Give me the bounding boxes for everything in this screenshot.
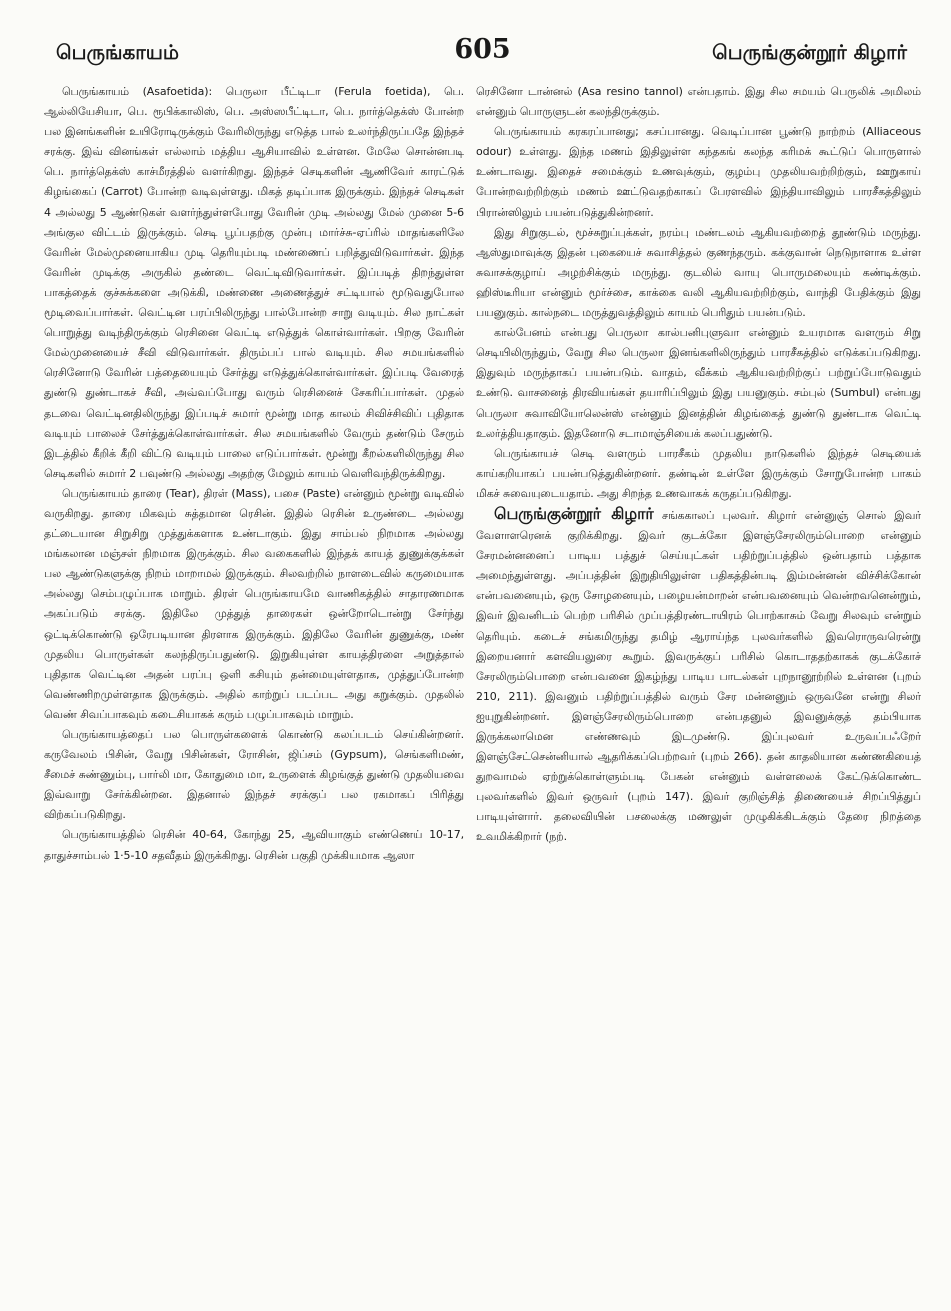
paragraph: இது சிறுகுடல், மூச்சுறுப்புக்கள், நரம்பு மண்டலம் ஆகியவற்றைத் தூண்டும் மருந்து. ஆஸ்துமாவுக்கு இதன் புகையைச் சுவாசித்தல் குணந்தரும். கக்குவான் நெடுநாளாக உள்ள சுவாசக்குழாய் அழற்சிக்கும் மருந்து. குடலில் வாயு பொருமலையும் கண்டிக்கும். ஹிஸ்டீரியா என்னும் மூர்ச்சை, காக்கை வலி ஆகியவற்றிற்கும், வாந்தி பேதிக்கும் இது பயனுகும். கால்நடை மருத்துவத்திலும் காயம் பெரிதும் பயன்படும். <box>476 225 921 320</box>
paragraph: பெருங்காயம் தாரை (Tear), திரள் (Mass), பசை (Paste) என்னும் மூன்று வடிவில் வருகிறது. தாரை மிகவும் சுத்தமான ரெசின். இதில் ரெசின் உருண்டை அல்லது தட்டையான சிறுசிறு முத்துக்களாக உண்டாகும். இது சாம்பல் நிறமாக அல்லது மங்கலான மஞ்சள் நிறமாக இருக்கும். சில வகைகளில் இந்தக் காயத் துணுக்குக்கள் பல ஆண்டுகளுக்கு நிறம் மாறாமல் இருக்கும். சிலவற்றில் நாளடைவில் கருமையாக அல்லது செம்பழுப்பாக மாறும். திரள் பெருங்காயமே வாணிகத்தில் சாதாரணமாக அகப்படும் சரக்கு. இதிலே முத்துத் தாரைகள் ஒன்றோடொன்று சேர்ந்து ஒட்டிக்கொண்டு ஒரேபடியான திரளாக இருக்கும். இதிலே வேரின் துணுக்கு, மண் முதலிய பொருள்கள் கலந்திருப்பதுண்டு. இறுகியுள்ள காயத்திரளை அறுத்தால் புதிதாக வெட்டின அதன் பரப்பு ஒளி கசியும் தன்மையுள்ளதாக, முத்துப்போன்ற வெண்ணிறமுள்ளதாக இருக்கும். அதில் காற்றுப் படப்பட அது கறுக்கும். முதலில் வெண் சிவப்பாகவும் கடைசியாகக் கரும் பழுப்பாகவும் மாறும். <box>44 486 464 721</box>
right-column <box>476 82 921 1291</box>
paragraph: பெருங்காயம் கரகரப்பானது; கசப்பானது. வெடிப்பான பூண்டு நாற்றம் (Alliaceous odour) உள்ளது. இந்த மணம் இதிலுள்ள கந்தகங் கலந்த கரிமக் கூட்டுப் பொருளால் உண்டாவது. இதைச் சமைக்கும் உணவுக்கும், குழம்பு முதலியவற்றிற்கும், ஊறுகாய் போன்றவற்றிற்கும் மணம் ஊட்டுவதற்காகப் பேரளவில் இந்தியாவிலும் பாரசீகத்திலும் பிரான்ஸிலும் பயன்படுத்துகின்றனர். <box>476 125 921 219</box>
entry-headword: பெருங்குன்றூர் கிழார் <box>494 503 654 523</box>
running-head-right: பெருங்குன்றூர் கிழார் <box>712 40 907 64</box>
paragraph: பெருங்காயத்தில் ரெசின் 40-64, கோந்து 25, ஆவியாகும் எண்ணெய் 10-17, தாதுச்சாம்பல் 1·5-10 சதவீதம் இருக்கிறது. ரெசின் பகுதி முக்கியமாக ஆஸா <box>44 828 464 862</box>
paragraph: பெருங்காயம் (Asafoetida): பெருலா பீட்டிடா (Ferula foetida), பெ. ஆல்லியேசியா, பெ. ரூபிக்காலிஸ், பெ. அஸ்ஸபீட்டிடா, பெ. நார்த்தெக்ஸ் போன்ற பல இனங்களின் உயிரோடிருக்கும் வேரிலிருந்து எடுத்த பால் உலர்ந்திருப்பதே இந்தச் சரக்கு. இவ் வினங்கள் எல்லாம் மத்திய ஆசியாவில் உள்ளன. மேலே சொன்னபடி பெ. நார்த்தெக்ஸ் காச்மீரத்தில் வளர்கிறது. இந்தச் செடிகளின் ஆணிவேர் காரட்டுக் கிழங்கைப் (Carrot) போன்ற வடிவுள்ளது. மிகத் தடிப்பாக இருக்கும். இந்தச் செடிகள் 4 அல்லது 5 ஆண்டுகள் வளர்ந்துள்ளபோது வேரின் முடி அல்லது மேல் முனை 5-6 அங்குல விட்டம் இருக்கும். செடி பூப்பதற்கு முன்பு மார்ச்சு-ஏப்ரில் மாதங்களிலே வேரின் மேல்முனையாகிய முடி தெரியும்படி மண்ணைப் பறித்துவிடுவார்கள். இந்த வேரின் முடிக்கு அருகில் தண்டை வெட்டிவிடுவார்கள். இப்படித் திறந்துள்ள பாகத்தைக் குச்சுக்களை அடுக்கி, மண்ணை அணைத்துச் சட்டியால் மூடுவதுபோல மூடிவைப்பார்கள். வெட்டின பரப்பிலிருந்து பால்போன்ற சாறு வடியும். சில நாட்கள் பொறுத்து வடிந்திருக்கும் ரெசினை வெட்டி எடுத்துக் கொள்வார்கள். பிறகு வேரின் மேல்முனையைச் சீவி விடுவார்கள். திரும்பப் பால் வடியும். சில சமயங்களில் ரெசினோடு வேரின் பத்தையையும் சேர்த்து எடுத்துக்கொள்வார்கள். இப்படி வேரைத் துண்டு துண்டாகச் சீவி, அவ்வப்போது வரும் ரெசினைச் சேகரிப்பார்கள். முதல் தடவை வெட்டினதிலிருந்து இப்படிச் சுமார் மூன்று மாத காலம் சிவிச்சிவிப் புதிதாக வடியும் பாலைச் சேர்த்துக்கொள்வார்கள். சில சமயங்களில் வேரும் தண்டும் சேரும் இடத்தில் கீறிக் கீறி விட்டு வடியும் பாலை எடுப்பார்கள். மூன்று கீறல்களிலிருந்து சில செடிகளில் சுமார் 2 பவுண்டு அல்லது அதற்கு மேலும் காயம் வெளிவந்திருக்கிறது. <box>44 85 464 480</box>
entry-text: சங்ககாலப் புலவர். கிழார் என்னுஞ் சொல் இவர் வேளாளரெனக் குறிக்கிறது. இவர் குடக்கோ இளஞ்சேரலிரும்பொறை என்னும் சேரமன்னனைப் பாடிய பத்துச் செய்யுட்கள் பதிற்றுப்பத்தில் ஒன்பதாம் பத்தாக அமைந்துள்ளது. அப்பத்தின் இறுதியிலுள்ள பதிகத்தின்படி இம்மன்னன் விச்சிக்கோன் என்பவனையும், ஒரு சோழனையும், பழையன்மாறன் என்பவனையும் வென்றவனென்றும், இவர் இவனிடம் பெற்ற பரிசில் முப்பத்திரண்டாயிரம் பொற்காசும் வேறு சிலவும் என்றும் தெரியும். கடைச் சங்கமிருந்து தமிழ் ஆராய்ந்த புலவர்களில் இவரொருவரென்று இறையனார் களவியலுரை கூறும். இவருக்குப் பரிசில் கொடாததற்காகக் குடக்கோச் சேரலிரும்பொறை என்பவனை இகழ்ந்து பாடிய பாடல்கள் புறநானூற்றில் உள்ளன (புறம் 210, 211). இவனும் பதிற்றுப்பத்தில் வரும் சேர மன்னனும் ஒருவனே என்று சிலர் ஐயுறுகின்றனர். இளஞ்சேரலிரும்பொறை என்பதனுல் இவனுக்குத் தம்பியாக இருக்கலாமென எண்ணவும் இடமுண்டு. இப்புலவர் உருவப்பஃறேர் இளஞ்சேட்சென்னியால் ஆதரிக்கப்பெற்றவர் (புறம் 266). தன் காதலியான கண்ணகியைத் துறவாமல் ஏற்றுக்கொள்ளும்படி பேகன் என்னும் வள்ளலைக் கேட்டுக்கொண்ட புலவர்களில் இவர் ஒருவர் (புறம் 147). இவர் குறிஞ்சித் திணையைச் சிறப்பித்துப் பாடியுள்ளார். தலைவியின் பசலைக்கு மணலுள் முழுகிக்கிடக்கும் தேரை நிறத்தை உவமிக்கிறார் (நற். <box>476 508 921 844</box>
paragraph: கால்பேனம் என்பது பெருலா கால்பனிபுளுவா என்னும் உயரமாக வளரும் சிறு செடியிலிருந்தும், வேறு சில பெருலா இனங்களிலிருந்தும் பாரசீகத்தில் எடுக்கப்படுகிறது. இதுவும் மருந்தாகப் பயன்படும். வாதம், வீக்கம் ஆகியவற்றிற்குப் பற்றுப்போடுவதும் உண்டு. வாசனைத் திரவியங்கள் தயாரிப்பிலும் இது பயனுகும். சம்புல் (Sumbul) என்பது பெருலா சுவாவியோலென்ஸ் என்னும் இனத்தின் கிழங்கைத் துண்டு துண்டாக வெட்டி உலர்த்தியதாகும். இதனோடு சடாமாஞ்சியைக் கலப்பதுண்டு. <box>476 326 921 440</box>
paragraph: பெருங்காயத்தைப் பல பொருள்களைக் கொண்டு கலப்படம் செய்கின்றனர். கருவேலம் பிசின், வேறு பிசின்கள், ரோசின், ஜிப்சம் (Gypsum), செங்களிமண், சீமைச் சுண்ணும்பு, பார்லி மா, கோதுமை மா, உருளைக் கிழங்குத் துண்டு முதலியவை இவ்வாறு சேர்க்கின்றன. இதனால் இந்தச் சரக்குப் பல ரகமாகப் பிரித்து விற்கப்படுகிறது. <box>44 728 464 822</box>
entry-paragraph <box>476 504 921 848</box>
paragraph: பெருங்காயச் செடி வளரும் பாரசீகம் முதலிய நாடுகளில் இந்தச் செடியைக் காய்கறியாகப் பயன்படுத்துகின்றனர். தண்டின் உள்ளே இருக்கும் சோறுபோன்ற பாகம் மிகச் சுவையுடையதாம். அது சிறந்த உணவாகக் கருதப்படுகிறது. <box>476 446 921 500</box>
left-column <box>44 82 464 1291</box>
paragraph: ரெசினோ டான்னல் (Asa resino tannol) என்பதாம். இது சில சமயம் பெருலிக் அமிலம் என்னும் பொருளுடன் கலந்திருக்கும். <box>476 85 921 119</box>
text-columns <box>44 82 921 1291</box>
page-number: 605 <box>454 34 511 65</box>
running-head-left: பெருங்காயம் <box>56 40 179 64</box>
page-header <box>44 30 921 82</box>
